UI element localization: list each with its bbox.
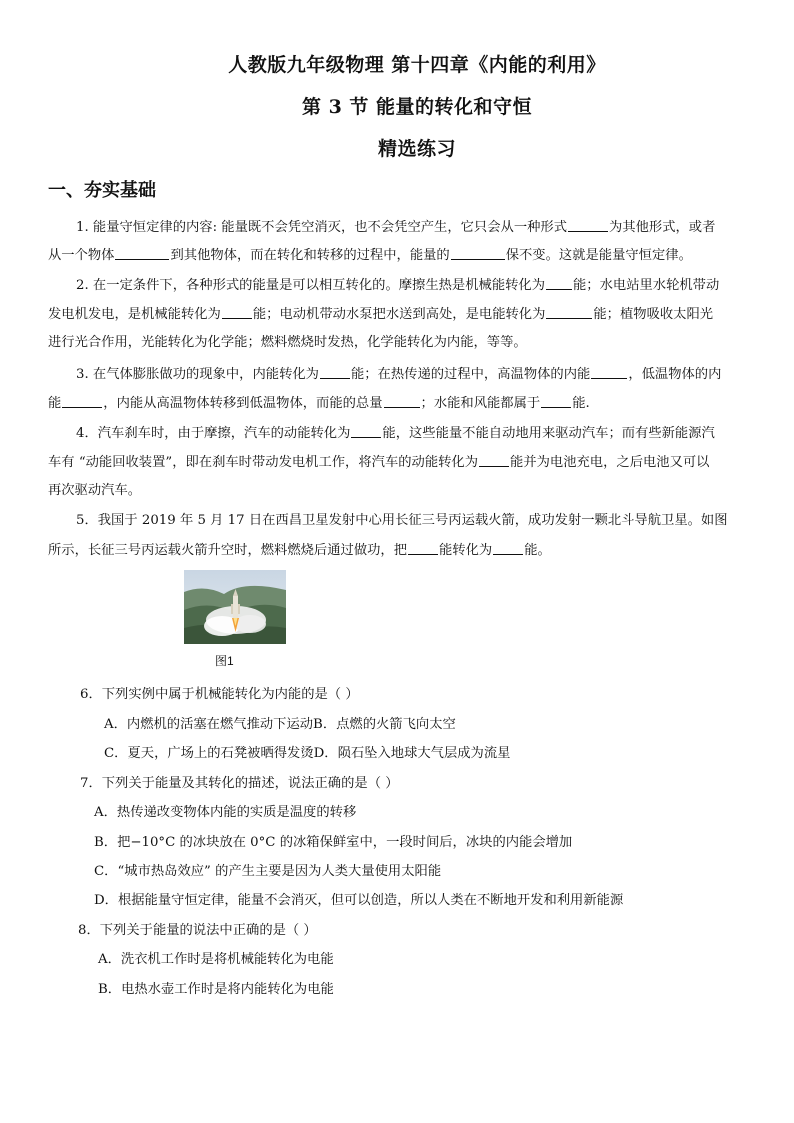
answer-blank xyxy=(591,365,627,379)
q5-text-c: 能。 xyxy=(524,543,551,558)
answer-blank xyxy=(493,541,523,555)
figure-caption: 图1 xyxy=(215,654,234,668)
answer-blank xyxy=(408,541,438,555)
part-heading: 一、夯实基础 xyxy=(48,180,156,201)
q4-text-a: 4．汽车刹车时，由于摩擦，汽车的动能转化为 xyxy=(76,426,351,441)
question-1-line-1 xyxy=(76,218,776,237)
q2-text-c: 发电机发电，是机械能转化为 xyxy=(48,307,221,322)
q1-text-e: 保不变。这就是能量守恒定律。 xyxy=(505,248,692,263)
question-7-option-d: D．根据能量守恒定律，能量不会消灭，但可以创造，所以人类在不断地开发和利用新能源 xyxy=(94,893,624,908)
q3-text-d: 能 xyxy=(48,396,62,411)
document-title: 人教版九年级物理 第十四章《内能的利用》 xyxy=(228,54,606,76)
answer-blank xyxy=(479,453,509,467)
answer-blank xyxy=(115,246,169,260)
answer-blank xyxy=(320,365,350,379)
answer-blank xyxy=(384,394,420,408)
q4-text-d: 能并为电池充电，之后电池又可以 xyxy=(510,455,710,470)
q1-text-b: 为其他形式，或者 xyxy=(609,220,716,235)
q4-text-c: 车有 “动能回收装置”，即在刹车时带动发电机工作，将汽车的动能转化为 xyxy=(48,455,479,470)
question-2-line-1 xyxy=(76,276,776,295)
q3-text-e: ，内能从高温物体转移到低温物体，而能的总量 xyxy=(103,396,383,411)
q1-text-a: 1. 能量守恒定律的内容: 能量既不会凭空消灭，也不会凭空产生，它只会从一种形式 xyxy=(76,220,568,235)
question-5-line-1: 5．我国于 2019 年 5 月 17 日在西昌卫星发射中心用长征三号丙运载火箭，成功发射一颗北斗导航卫星。如图 xyxy=(76,513,728,528)
q3-text-b: 能；在热传递的过程中，高温物体的内能 xyxy=(350,367,591,382)
question-8-option-a: A．洗衣机工作时是将机械能转化为电能 xyxy=(98,952,334,967)
answer-blank xyxy=(351,424,381,438)
question-7-option-b: B．把−10°C 的冰块放在 0°C 的冰箱保鲜室中，一段时间后，冰块的内能会增加 xyxy=(94,835,573,850)
subtitle: 精选练习 xyxy=(377,138,456,160)
question-6-stem: 6．下列实例中属于机械能转化为内能的是（ ） xyxy=(80,687,359,702)
question-1-line-2 xyxy=(48,246,748,265)
answer-blank xyxy=(541,394,571,408)
q5-text-b: 能转化为 xyxy=(439,543,493,558)
question-7-stem: 7．下列关于能量及其转化的描述，说法正确的是（ ） xyxy=(80,776,399,791)
question-3-line-2 xyxy=(48,394,748,413)
q1-text-c: 从一个物体 xyxy=(48,248,115,263)
question-6-options-ab: A．内燃机的活塞在燃气推动下运动B．点燃的火箭飞向太空 xyxy=(104,717,456,732)
answer-blank xyxy=(62,394,102,408)
q2-text-e: 能；植物吸收太阳光 xyxy=(593,307,714,322)
question-8-option-b: B．电热水壶工作时是将内能转化为电能 xyxy=(98,982,334,997)
q3-text-a: 3. 在气体膨胀做功的现象中，内能转化为 xyxy=(76,367,319,382)
question-4-line-1 xyxy=(76,424,776,443)
question-8-stem: 8．下列关于能量的说法中正确的是（ ） xyxy=(78,923,317,938)
q1-text-d: 到其他物体，而在转化和转移的过程中，能量的 xyxy=(170,248,450,263)
section-title: 第 3 节 能量的转化和守恒 xyxy=(301,96,533,118)
question-7-option-a: A．热传递改变物体内能的实质是温度的转移 xyxy=(94,805,357,820)
rocket-launch-illustration xyxy=(184,570,286,644)
q2-text-a: 2. 在一定条件下，各种形式的能量是可以相互转化的。摩擦生热是机械能转化为 xyxy=(76,278,546,293)
answer-blank xyxy=(568,218,608,232)
answer-blank xyxy=(451,246,505,260)
rocket-launch-image xyxy=(184,570,286,644)
q3-text-c: ，低温物体的内 xyxy=(628,367,722,382)
question-4-line-2 xyxy=(48,453,748,472)
question-6-options-cd: C．夏天，广场上的石凳被晒得发烫D．陨石坠入地球大气层成为流星 xyxy=(104,746,511,761)
question-2-line-2 xyxy=(48,305,748,324)
answer-blank xyxy=(546,305,592,319)
answer-blank xyxy=(222,305,252,319)
q2-text-b: 能；水电站里水轮机带动 xyxy=(573,278,720,293)
question-5-line-2 xyxy=(48,541,748,560)
question-4-line-3: 再次驱动汽车。 xyxy=(48,483,142,498)
q4-text-b: 能，这些能量不能自动地用来驱动汽车；而有些新能源汽 xyxy=(382,426,715,441)
answer-blank xyxy=(546,276,572,290)
q3-text-g: 能. xyxy=(572,396,590,411)
question-7-option-c: C．“城市热岛效应” 的产生主要是因为人类大量使用太阳能 xyxy=(94,864,442,879)
q3-text-f: ；水能和风能都属于 xyxy=(420,396,541,411)
question-3-line-1 xyxy=(76,365,776,384)
q2-text-d: 能；电动机带动水泵把水送到高处，是电能转化为 xyxy=(252,307,546,322)
q5-text-a: 所示，长征三号丙运载火箭升空时，燃料燃烧后通过做功，把 xyxy=(48,543,408,558)
question-2-line-3: 进行光合作用，光能转化为化学能；燃料燃烧时发热，化学能转化为内能，等等。 xyxy=(48,335,527,350)
